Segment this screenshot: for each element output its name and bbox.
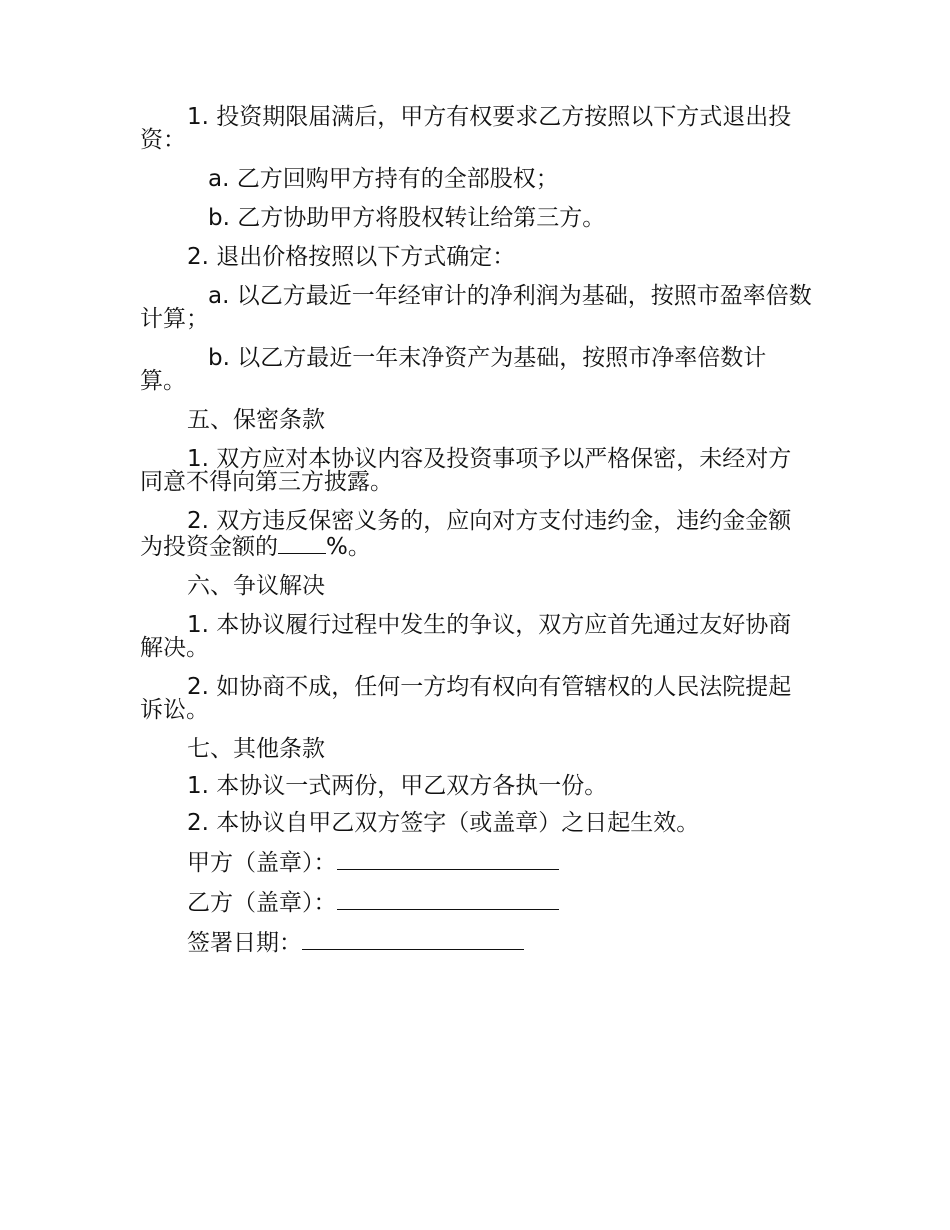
section-heading-other: 七、其他条款 (187, 736, 325, 762)
party-b-label: 乙方（盖章）： (187, 890, 337, 916)
party-a-label: 甲方（盖章）： (187, 850, 337, 876)
signature-party-b (140, 889, 812, 915)
penalty-percent-blank (278, 533, 326, 554)
signature-party-a (140, 849, 812, 875)
clause-confidentiality-1: 1. 双方应对本协议内容及投资事项予以严格保密，未经对方同意不得向第三方披露。 (140, 446, 792, 495)
clause-other-1: 1. 本协议一式两份，甲乙双方各执一份。 (187, 773, 608, 799)
clause-dispute-2: 2. 如协商不成，任何一方均有权向有管辖权的人民法院提起诉讼。 (140, 674, 792, 723)
clause-exit-1: 1. 投资期限届满后，甲方有权要求乙方按照以下方式退出投资： (140, 104, 792, 153)
clause-exit-2a: a. 以乙方最近一年经审计的净利润为基础，按照市盈率倍数计算； (140, 283, 812, 332)
section-heading-dispute: 六、争议解决 (187, 573, 325, 599)
clause-other-2: 2. 本协议自甲乙双方签字（或盖章）之日起生效。 (187, 810, 700, 836)
clause-confidentiality-2 (140, 510, 812, 559)
clause-confidentiality-2-text: 2. 双方违反保密义务的，应向对方支付违约金，违约金金额为投资金额的 (140, 508, 792, 560)
party-b-signature-line (337, 889, 559, 910)
section-heading-confidentiality: 五、保密条款 (187, 407, 325, 433)
clause-dispute-1: 1. 本协议履行过程中发生的争议，双方应首先通过友好协商解决。 (140, 612, 792, 661)
clause-exit-1a: a. 乙方回购甲方持有的全部股权； (208, 166, 559, 192)
date-label: 签署日期： (187, 930, 302, 956)
date-signature-line (302, 929, 524, 950)
signature-date (140, 929, 812, 955)
percent-suffix: %。 (326, 534, 371, 560)
clause-exit-2b: b. 以乙方最近一年末净资产为基础，按照市净率倍数计算。 (140, 345, 767, 394)
party-a-signature-line (337, 849, 559, 870)
document-body (140, 106, 812, 969)
clause-exit-2: 2. 退出价格按照以下方式确定： (187, 244, 516, 270)
clause-exit-1b: b. 乙方协助甲方将股权转让给第三方。 (208, 205, 606, 231)
